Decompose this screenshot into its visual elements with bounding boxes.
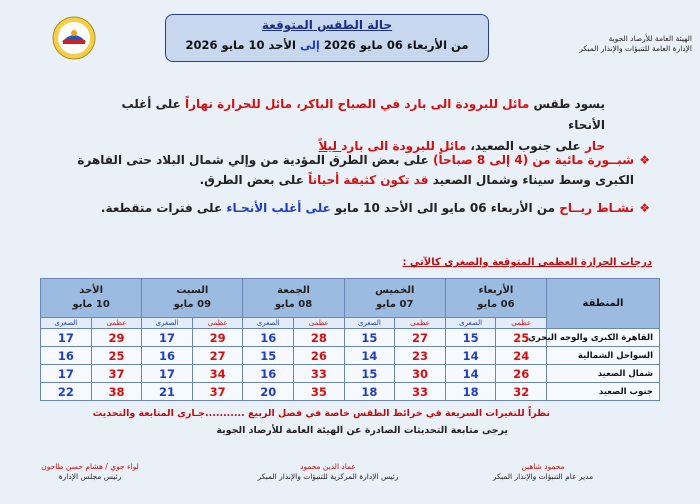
summary-paragraph xyxy=(95,94,605,157)
signatory-title: رئيس مجلس الإدارة xyxy=(58,472,122,481)
org-line-2: الإدارة العامة للتنبؤات والإنذار المبكر xyxy=(579,44,692,53)
max-temp: 33 xyxy=(395,383,446,401)
org-line-1: الهيئة العامة للأرصاد الجوية xyxy=(608,34,692,43)
day-header: الجمعة 08 مايو xyxy=(243,279,344,318)
signatory-name: محمود شاهين xyxy=(521,462,565,471)
min-temp: 14 xyxy=(445,365,496,383)
min-temp: 17 xyxy=(41,329,92,347)
max-label: عظمى xyxy=(192,318,243,329)
min-temp: 15 xyxy=(344,365,395,383)
wind-label: نشـاط ريــاح xyxy=(559,201,634,215)
max-temp: 38 xyxy=(91,383,142,401)
max-label: عظمى xyxy=(395,318,446,329)
min-label: الصغرى xyxy=(243,318,294,329)
max-temp: 23 xyxy=(395,347,446,365)
min-label: الصغرى xyxy=(41,318,92,329)
max-temp: 29 xyxy=(192,329,243,347)
min-temp: 16 xyxy=(41,347,92,365)
min-temp: 14 xyxy=(344,347,395,365)
min-temp: 16 xyxy=(243,365,294,383)
min-temp: 16 xyxy=(142,347,193,365)
day-header: الأربعاء 06 مايو xyxy=(445,279,546,318)
region-name: السواحل الشمالية xyxy=(547,347,660,365)
max-temp: 30 xyxy=(395,365,446,383)
fog-tail: على بعض الطرق. xyxy=(199,173,309,187)
signatory-name: عماد الدين محمود xyxy=(300,462,356,471)
meteorological-authority-logo xyxy=(52,16,96,60)
max-temp: 27 xyxy=(192,347,243,365)
summary-part: على أغلب الأنحاء xyxy=(121,97,605,132)
organization-name xyxy=(532,34,692,54)
signatory-title: رئيس الإدارة المركزية للتنبؤات والإنذار المبكر xyxy=(257,472,399,481)
signature-block xyxy=(30,462,150,482)
signatory-title: مدير عام التنبؤات والإنذار المبكر xyxy=(492,472,594,481)
update-note xyxy=(93,408,550,419)
date-to: الأحد 10 مايو 2026 xyxy=(185,38,296,52)
region-name: شمال الصعيد xyxy=(547,365,660,383)
table-caption: درجات الحرارة العظمى المتوقعة والصغرى كالآتي : xyxy=(402,257,652,268)
update-note-text: نظراً للتغيرات السريعة في خرائط الطقس خاصة في فصل الربيع ........... xyxy=(205,408,550,419)
update-note-tail: جـارى المتابعة والتحديث xyxy=(92,408,206,419)
diamond-bullet-icon: ❖ xyxy=(639,153,650,167)
min-temp: 18 xyxy=(344,383,395,401)
summary-part: مائل للبرودة الى بارد xyxy=(404,97,530,111)
max-temp: 26 xyxy=(294,347,345,365)
max-label: عظمى xyxy=(496,318,547,329)
max-temp: 35 xyxy=(294,383,345,401)
region-header: المنطقة xyxy=(547,279,660,329)
min-temp: 16 xyxy=(243,329,294,347)
max-temp: 33 xyxy=(294,365,345,383)
signatory-name: لواء جوي / هشام حسن طاحون xyxy=(41,462,139,471)
max-temp: 28 xyxy=(294,329,345,347)
min-temp: 17 xyxy=(41,365,92,383)
max-temp: 26 xyxy=(496,365,547,383)
fog-dense: قد تكون كثيفة أحياناً xyxy=(308,173,429,187)
max-temp: 37 xyxy=(91,365,142,383)
min-temp: 15 xyxy=(243,347,294,365)
summary-part: حار xyxy=(584,139,605,153)
date-range xyxy=(166,38,488,52)
table-row xyxy=(41,329,660,347)
wind-tail: على فترات متقطعة. xyxy=(100,201,227,215)
max-label: عظمى xyxy=(91,318,142,329)
table-row xyxy=(41,365,660,383)
max-temp: 37 xyxy=(192,383,243,401)
max-temp: 24 xyxy=(496,347,547,365)
summary-part: على جنوب الصعيد، xyxy=(466,139,585,153)
min-temp: 14 xyxy=(445,347,496,365)
min-temp: 15 xyxy=(445,329,496,347)
fog-label: شبــورة مائية من (4 إلى 8 صباحاً) xyxy=(433,153,634,167)
max-temp: 32 xyxy=(496,383,547,401)
day-header: السبت 09 مايو xyxy=(142,279,243,318)
summary-part: ليلاً xyxy=(318,139,342,153)
min-label: الصغرى xyxy=(344,318,395,329)
min-label: الصغرى xyxy=(142,318,193,329)
summary-part: في الصباح الباكر xyxy=(300,97,405,111)
date-to-word: إلى xyxy=(299,38,320,52)
temperature-table xyxy=(40,278,660,401)
min-temp: 15 xyxy=(344,329,395,347)
wind-warning xyxy=(50,198,650,218)
table-row xyxy=(41,383,660,401)
day-header: الأحد 10 مايو xyxy=(41,279,142,318)
wind-text: من الأربعاء 06 مايو الى الأحد 10 مايو xyxy=(330,201,560,215)
page-title: حالة الطقس المتوقعة xyxy=(261,18,393,32)
wind-areas: على أغلب الأنحـاء xyxy=(226,201,331,215)
min-temp: 22 xyxy=(41,383,92,401)
table-row xyxy=(41,347,660,365)
signature-block xyxy=(248,462,408,482)
max-temp: 25 xyxy=(496,329,547,347)
min-label: الصغرى xyxy=(445,318,496,329)
fog-text: على بعض الطرق المؤدية من وإلي شمال البلاد حتى القاهرة الكبرى وسط سيناء وشمال الصعيد xyxy=(77,153,634,187)
max-temp: 27 xyxy=(395,329,446,347)
min-temp: 17 xyxy=(142,365,193,383)
title-box xyxy=(165,14,489,62)
region-name: جنوب الصعيد xyxy=(547,383,660,401)
max-temp: 29 xyxy=(91,329,142,347)
summary-part: يسود طقس xyxy=(529,97,605,111)
max-temp: 25 xyxy=(91,347,142,365)
max-label: عظمى xyxy=(294,318,345,329)
region-name: القاهرة الكبرى والوجه البحري xyxy=(547,329,660,347)
min-temp: 17 xyxy=(142,329,193,347)
signature-block xyxy=(468,462,618,482)
warnings-list xyxy=(50,150,650,226)
min-temp: 20 xyxy=(243,383,294,401)
summary-part: مائل للبرودة الى بارد xyxy=(341,139,467,153)
diamond-bullet-icon: ❖ xyxy=(639,201,650,215)
fog-warning xyxy=(50,150,650,190)
summary-part: ، مائل للحرارة نهاراً xyxy=(185,97,301,111)
date-from: من الأربعاء 06 مايو 2026 xyxy=(323,38,469,52)
min-temp: 18 xyxy=(445,383,496,401)
min-temp: 21 xyxy=(142,383,193,401)
follow-updates-note: يرجى متابعة التحديثات الصادرة عن الهيئة العامة للأرصاد الجوية xyxy=(216,425,508,436)
day-header: الخميس 07 مايو xyxy=(344,279,445,318)
max-temp: 34 xyxy=(192,365,243,383)
